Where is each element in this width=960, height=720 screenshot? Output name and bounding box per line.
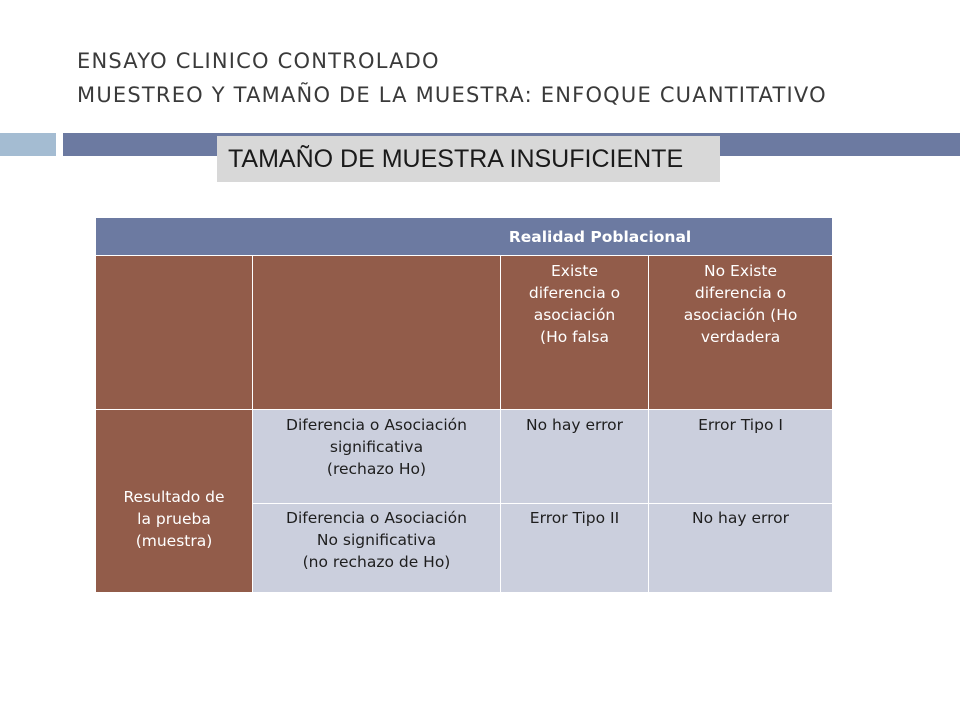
title-line-2: MUESTREO Y TAMAÑO DE LA MUESTRA: ENFOQUE CUANTITATIVO: [77, 83, 827, 107]
row-label-line: Diferencia o Asociación: [286, 509, 467, 527]
column-header-no-existe: [649, 256, 833, 410]
column-header-existe-line: diferencia o: [528, 284, 621, 302]
header-cell: [96, 218, 833, 256]
row-label-line: significativa: [329, 438, 424, 456]
row-group-label-line: la prueba: [137, 510, 211, 528]
column-header-existe-line: Existe: [551, 262, 598, 280]
row-group-label: [96, 410, 253, 593]
row-label-significativa: [253, 410, 501, 504]
column-header-existe-line: (Ho falsa: [540, 328, 609, 346]
row-group-label-line: (muestra): [135, 532, 213, 550]
empty-label-cell: [253, 256, 501, 410]
header-label: Realidad Poblacional: [508, 227, 692, 246]
row-label-line: No significativa: [316, 531, 437, 549]
cell-no-hay-error: No hay error: [649, 504, 833, 593]
row-label-line: (rechazo Ho): [326, 460, 427, 478]
table-header-row: [96, 218, 833, 256]
row-group-label-line: Resultado de: [123, 488, 225, 506]
column-header-existe-line: asociación: [533, 306, 616, 324]
empty-corner-cell: [96, 256, 253, 410]
error-types-table: [95, 217, 833, 593]
table-row: [96, 410, 833, 504]
column-header-no-existe-line: No Existe: [704, 262, 777, 280]
cell-error-tipo-ii: Error Tipo II: [501, 504, 649, 593]
column-header-row: [96, 256, 833, 410]
column-header-existe: [501, 256, 649, 410]
slide-title: [77, 44, 827, 112]
row-label-no-significativa: [253, 504, 501, 593]
row-label-line: (no rechazo de Ho): [302, 553, 451, 571]
title-line-1: ENSAYO CLINICO CONTROLADO: [77, 49, 440, 73]
column-header-no-existe-line: verdadera: [700, 328, 781, 346]
row-label-line: Diferencia o Asociación: [286, 416, 467, 434]
highlight-label: TAMAÑO DE MUESTRA INSUFICIENTE: [217, 136, 720, 182]
accent-bar-left: [0, 133, 56, 156]
column-header-no-existe-line: diferencia o: [694, 284, 787, 302]
cell-no-hay-error: No hay error: [501, 410, 649, 504]
cell-error-tipo-i: Error Tipo I: [649, 410, 833, 504]
column-header-no-existe-line: asociación (Ho: [683, 306, 798, 324]
